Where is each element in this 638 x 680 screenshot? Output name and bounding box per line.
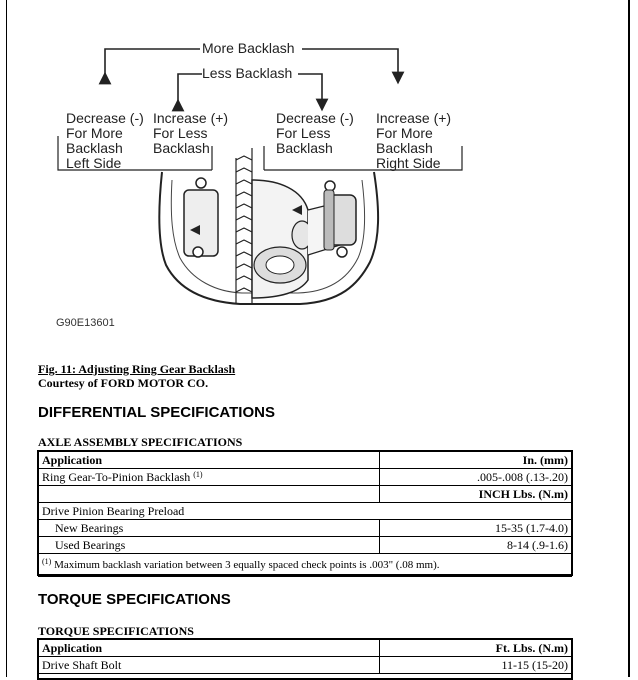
- figure-id: G90E13601: [56, 317, 115, 329]
- table-row: [39, 503, 572, 520]
- torque-header-unit: Ft. Lbs. (N.m): [380, 640, 572, 657]
- new-bearings-label: New Bearings: [39, 520, 380, 537]
- table-row: [39, 640, 572, 657]
- label-right-increase: Increase (+) For More Backlash Right Side: [376, 110, 452, 171]
- label-right-decrease: Decrease (-) For Less Backlash: [276, 110, 354, 156]
- page-border-right: [628, 0, 630, 677]
- backlash-figure: [40, 30, 480, 340]
- label-less-backlash: Less Backlash: [202, 65, 293, 81]
- table-row: [39, 452, 572, 469]
- blank-cell: [39, 486, 380, 503]
- backlash-value: .005-.008 (.13-.20): [380, 469, 572, 486]
- used-bearings-label: Used Bearings: [39, 537, 380, 554]
- axle-table-title: AXLE ASSEMBLY SPECIFICATIONS: [38, 435, 243, 449]
- table-row: [39, 537, 572, 554]
- label-left-decrease: Decrease (-) For More Backlash Left Side: [66, 110, 144, 171]
- torque-table-title: TORQUE SPECIFICATIONS: [38, 624, 194, 638]
- header-unit-inch-lbs: INCH Lbs. (N.m): [380, 486, 572, 503]
- table-row: [39, 657, 572, 674]
- table-row: [39, 554, 572, 577]
- drive-shaft-value: 11-15 (15-20): [380, 657, 572, 674]
- table-row: [39, 520, 572, 537]
- torque-header-application: Application: [39, 640, 380, 657]
- table-row: [39, 469, 572, 486]
- drive-shaft-label: Drive Shaft Bolt: [39, 657, 380, 674]
- label-more-backlash: More Backlash: [202, 40, 295, 56]
- label-left-increase: Increase (+) For Less Backlash: [153, 110, 229, 156]
- header-application: Application: [39, 452, 380, 469]
- header-unit: In. (mm): [380, 452, 572, 469]
- page-border-left: [6, 0, 7, 677]
- torque-spec-table: [38, 639, 572, 674]
- axle-spec-table: [38, 451, 572, 577]
- footnote: $^{(1)}$ Maximum backlash variation between 3 equally spaced check points is .003" (.08 mm).: [39, 554, 572, 577]
- torque-heading: TORQUE SPECIFICATIONS: [38, 591, 231, 608]
- caption-title: Fig. 11: Adjusting Ring Gear Backlash: [38, 362, 236, 376]
- caption-courtesy: Courtesy of FORD MOTOR CO.: [38, 376, 209, 390]
- new-bearings-value: 15-35 (1.7-4.0): [380, 520, 572, 537]
- table-row: [39, 486, 572, 503]
- preload-label: Drive Pinion Bearing Preload: [39, 503, 572, 520]
- backlash-label-cell: Ring Gear-To-Pinion Backlash $^{(1)}$: [39, 469, 380, 486]
- used-bearings-value: 8-14 (.9-1.6): [380, 537, 572, 554]
- figure-caption: [38, 362, 235, 390]
- differential-heading: DIFFERENTIAL SPECIFICATIONS: [38, 404, 275, 421]
